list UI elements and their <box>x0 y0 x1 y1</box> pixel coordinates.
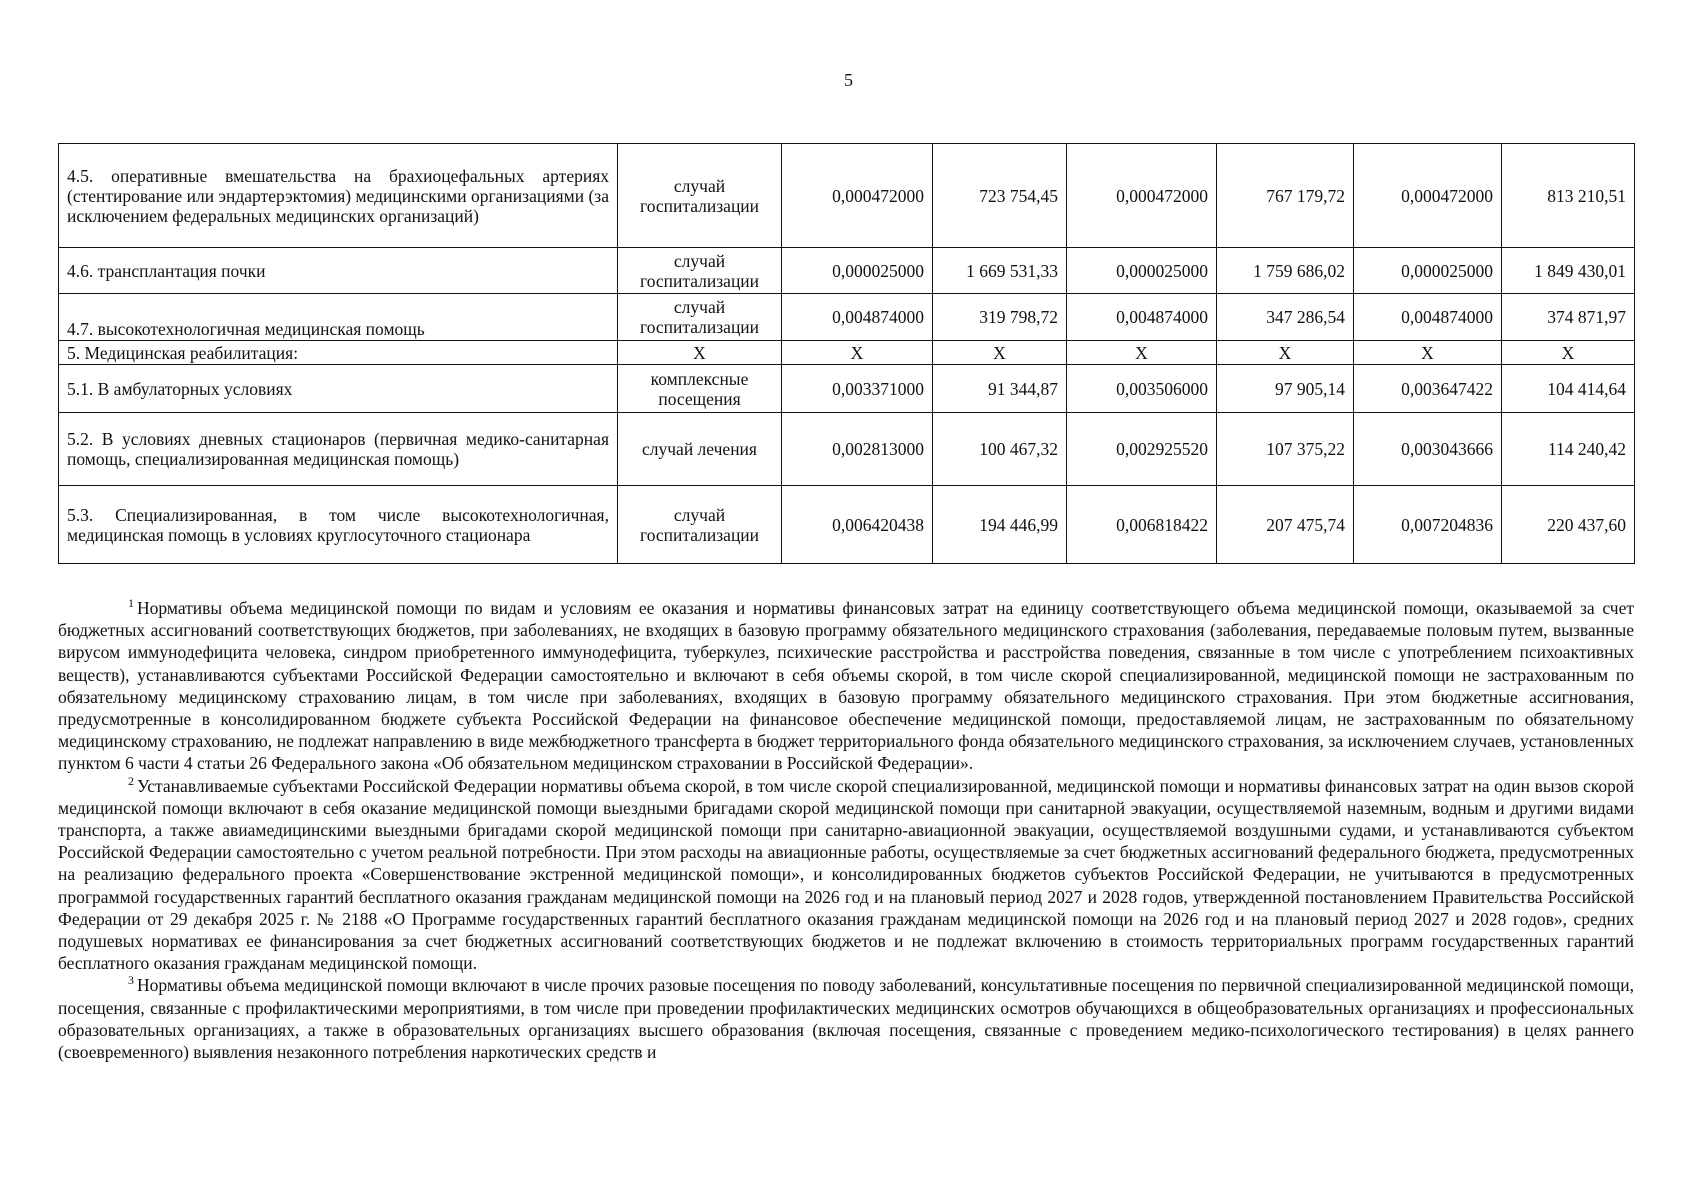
footnote-mark: 3 <box>128 973 134 988</box>
cost-2027-cell: 347 286,54 <box>1217 294 1354 341</box>
footnote-text: Нормативы объема медицинской помощи по видам и условиям ее оказания и нормативы финансовых затрат на единицу соответствующего объема медицинской помощи, оказываемой за счет бюджетных ассигнований соответствующих бюджетов, при заболеваниях, не входящих в базовую программу обязательного медицинского страхования (заболевания, передаваемые половым путем, вызванные вирусом иммунодефицита человека, синдром приобретенного иммунодефицита, туберкулез, психические расстройства и расстройства поведения, связанные в том числе с употреблением психоактивных веществ), устанавливаются субъектами Российской Федерации самостоятельно и включают в себя объемы скорой, в том числе скорой специализированной, медицинской помощи не застрахованным по обязательному медицинскому страхованию лицам, в том числе при заболеваниях, входящих в базовую программу обязательного медицинского страхования. При этом бюджетные ассигнования, предусмотренные в консолидированном бюджете субъекта Российской Федерации на финансовое обеспечение медицинской помощи, предоставляемой лицам, не застрахованным по обязательному медицинскому страхованию, не подлежат направлению в виде межбюджетного трансферта в бюджет территориального фонда обязательного медицинского страхования, за исключением случаев, установленных пунктом 6 части 4 статьи 26 Федерального закона «Об обязательном медицинском страховании в Российской Федерации». <box>58 598 1634 774</box>
volume-2028-cell: 0,003043666 <box>1354 413 1502 486</box>
cost-2027-cell: 207 475,74 <box>1217 486 1354 564</box>
cost-2026-cell: 194 446,99 <box>933 486 1067 564</box>
volume-2027-cell: 0,004874000 <box>1067 294 1217 341</box>
footnotes <box>58 597 1634 1063</box>
footnote-text: Нормативы объема медицинской помощи включают в числе прочих разовые посещения по поводу заболеваний, консультативные посещения по первичной специализированной медицинской помощи, посещения, связанные с профилактическими мероприятиями, в том числе при проведении профилактических медицинских осмотров обучающихся в общеобразовательных организациях и профессиональных образовательных организациях, а также в образовательных организациях высшего образования (включая посещения, связанные с проведением медико-психологического тестирования) в целях раннего (своевременного) выявления незаконного потребления наркотических средств и <box>58 975 1634 1063</box>
table-row <box>59 294 1635 341</box>
cost-2028-cell: 114 240,42 <box>1502 413 1635 486</box>
footnote-2 <box>58 775 1634 975</box>
cost-2028-cell: Х <box>1502 341 1635 365</box>
volume-2027-cell: 0,003506000 <box>1067 365 1217 413</box>
footnote-mark: 1 <box>128 596 134 610</box>
cost-2027-cell: 767 179,72 <box>1217 144 1354 248</box>
table-row <box>59 341 1635 365</box>
volume-2027-cell: 0,000472000 <box>1067 144 1217 248</box>
volume-2026-cell: 0,006420438 <box>782 486 933 564</box>
cost-2028-cell: 1 849 430,01 <box>1502 248 1635 294</box>
volume-2026-cell: 0,002813000 <box>782 413 933 486</box>
volume-2027-cell: Х <box>1067 341 1217 365</box>
cost-2026-cell: Х <box>933 341 1067 365</box>
row-name-cell: 5.3. Специализированная, в том числе высокотехнологичная, медицинская помощь в условиях круглосуточного стационара <box>59 486 618 564</box>
row-unit-cell: случай госпитализации <box>618 486 782 564</box>
row-unit-cell: случай госпитализации <box>618 248 782 294</box>
footnote-mark: 2 <box>128 773 134 788</box>
row-name-cell: 4.6. трансплантация почки <box>59 248 618 294</box>
cost-2027-cell: 107 375,22 <box>1217 413 1354 486</box>
cost-2026-cell: 91 344,87 <box>933 365 1067 413</box>
volume-2027-cell: 0,006818422 <box>1067 486 1217 564</box>
row-unit-cell: Х <box>618 341 782 365</box>
table-row <box>59 144 1635 248</box>
volume-2028-cell: Х <box>1354 341 1502 365</box>
volume-2028-cell: 0,000472000 <box>1354 144 1502 248</box>
volume-2028-cell: 0,007204836 <box>1354 486 1502 564</box>
row-name-cell: 4.5. оперативные вмешательства на брахиоцефальных артериях (стентирование или эндартерэктомия) медицинскими организациями (за исключением федеральных медицинских организаций) <box>59 144 618 248</box>
row-unit-cell: случай лечения <box>618 413 782 486</box>
volume-2026-cell: 0,003371000 <box>782 365 933 413</box>
footnote-1 <box>58 597 1634 775</box>
cost-2026-cell: 319 798,72 <box>933 294 1067 341</box>
table-row <box>59 248 1635 294</box>
volume-2026-cell: 0,000025000 <box>782 248 933 294</box>
cost-2027-cell: Х <box>1217 341 1354 365</box>
table-row <box>59 413 1635 486</box>
volume-2027-cell: 0,002925520 <box>1067 413 1217 486</box>
volume-2026-cell: 0,000472000 <box>782 144 933 248</box>
cost-2027-cell: 1 759 686,02 <box>1217 248 1354 294</box>
cost-2028-cell: 220 437,60 <box>1502 486 1635 564</box>
cost-2026-cell: 100 467,32 <box>933 413 1067 486</box>
cost-2028-cell: 813 210,51 <box>1502 144 1635 248</box>
row-name-cell: 4.7. высокотехнологичная медицинская помощь <box>59 294 618 341</box>
row-unit-cell: случай госпитализации <box>618 144 782 248</box>
table-row <box>59 486 1635 564</box>
row-name-cell: 5.1. В амбулаторных условиях <box>59 365 618 413</box>
volume-2026-cell: 0,004874000 <box>782 294 933 341</box>
volume-2028-cell: 0,004874000 <box>1354 294 1502 341</box>
norms-table <box>58 143 1635 564</box>
row-unit-cell: комплексные посещения <box>618 365 782 413</box>
page-number: 5 <box>844 70 853 90</box>
cost-2027-cell: 97 905,14 <box>1217 365 1354 413</box>
footnote-text: Устанавливаемые субъектами Российской Федерации нормативы объема скорой, в том числе скорой специализированной, медицинской помощи и нормативы финансовых затрат на один вызов скорой медицинской помощи включают в себя оказание медицинской помощи выездными бригадами скорой медицинской помощи при санитарной эвакуации, осуществляемой наземным, водным и другими видами транспорта, а также авиамедицинскими выездными бригадами скорой медицинской помощи при санитарно-авиационной эвакуации, осуществляемой воздушными судами, и устанавливаются субъектом Российской Федерации самостоятельно с учетом реальной потребности. При этом расходы на авиационные работы, осуществляемые за счет бюджетных ассигнований федерального бюджета, предусмотренных на реализацию федерального проекта «Совершенствование экстренной медицинской помощи», и консолидированных бюджетов субъектов Российской Федерации, не учитываются в предусмотренных программой государственных гарантий бесплатного оказания гражданам медицинской помощи на 2026 год и на плановый период 2027 и 2028 годов, утвержденной постановлением Правительства Российской Федерации от 29 декабря 2025 г. № 2188 «О Программе государственных гарантий бесплатного оказания гражданам медицинской помощи на 2026 год и на плановый период 2027 и 2028 годов», средних подушевых нормативах ее финансирования за счет бюджетных ассигнований соответствующих бюджетов и не подлежат включению в стоимость территориальных программ государственных гарантий бесплатного оказания гражданам медицинской помощи. <box>58 775 1634 974</box>
cost-2028-cell: 374 871,97 <box>1502 294 1635 341</box>
row-unit-cell: случай госпитализации <box>618 294 782 341</box>
cost-2026-cell: 1 669 531,33 <box>933 248 1067 294</box>
volume-2028-cell: 0,003647422 <box>1354 365 1502 413</box>
row-name-cell: 5. Медицинская реабилитация: <box>59 341 618 365</box>
footnote-3 <box>58 974 1634 1063</box>
table-row <box>59 365 1635 413</box>
volume-2027-cell: 0,000025000 <box>1067 248 1217 294</box>
cost-2026-cell: 723 754,45 <box>933 144 1067 248</box>
volume-2028-cell: 0,000025000 <box>1354 248 1502 294</box>
volume-2026-cell: Х <box>782 341 933 365</box>
cost-2028-cell: 104 414,64 <box>1502 365 1635 413</box>
row-name-cell: 5.2. В условиях дневных стационаров (первичная медико-санитарная помощь, специализированная медицинская помощь) <box>59 413 618 486</box>
